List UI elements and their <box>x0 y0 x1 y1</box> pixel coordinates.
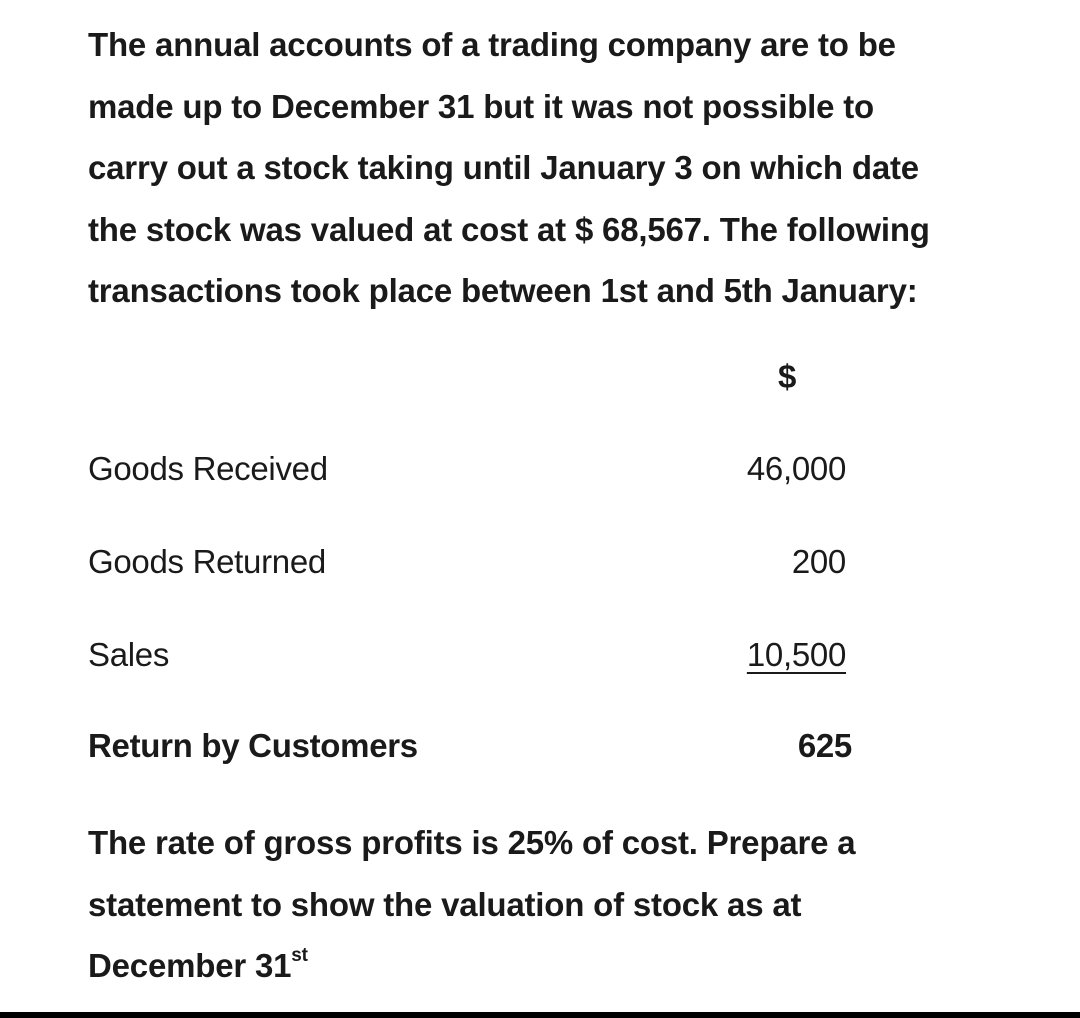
intro-line: transactions took place between 1st and 5th January: <box>88 272 918 309</box>
transaction-value: 625 <box>797 727 852 764</box>
intro-line: carry out a stock taking until January 3 on which date <box>88 149 919 186</box>
intro-line: the stock was valued at cost at $ 68,567. The following <box>88 210 930 248</box>
bottom-border-line <box>0 1012 1080 1018</box>
question-intro-paragraph <box>88 14 930 322</box>
transaction-label: Sales <box>88 636 170 673</box>
transaction-label: Goods Received <box>88 450 328 487</box>
currency-column-header: $ <box>778 358 797 395</box>
instruction-line: The rate of gross profits is 25% of cost. Prepare a <box>88 824 856 861</box>
transaction-label: Return by Customers <box>88 727 418 764</box>
transaction-value: 46,000 <box>746 450 846 487</box>
intro-line: made up to December 31 but it was not possible to <box>88 87 875 125</box>
transaction-label: Goods Returned <box>88 543 326 580</box>
instruction-line <box>88 935 855 997</box>
ordinal-suffix: st <box>291 945 308 966</box>
transaction-value: 10,500 <box>746 636 846 673</box>
instruction-date-text: December 31 <box>88 947 292 984</box>
intro-line: The annual accounts of a trading company are to be <box>88 26 896 63</box>
instruction-line: statement to show the valuation of stock as at <box>88 885 802 923</box>
transaction-value: 200 <box>791 543 846 580</box>
question-instruction-paragraph <box>88 812 855 997</box>
